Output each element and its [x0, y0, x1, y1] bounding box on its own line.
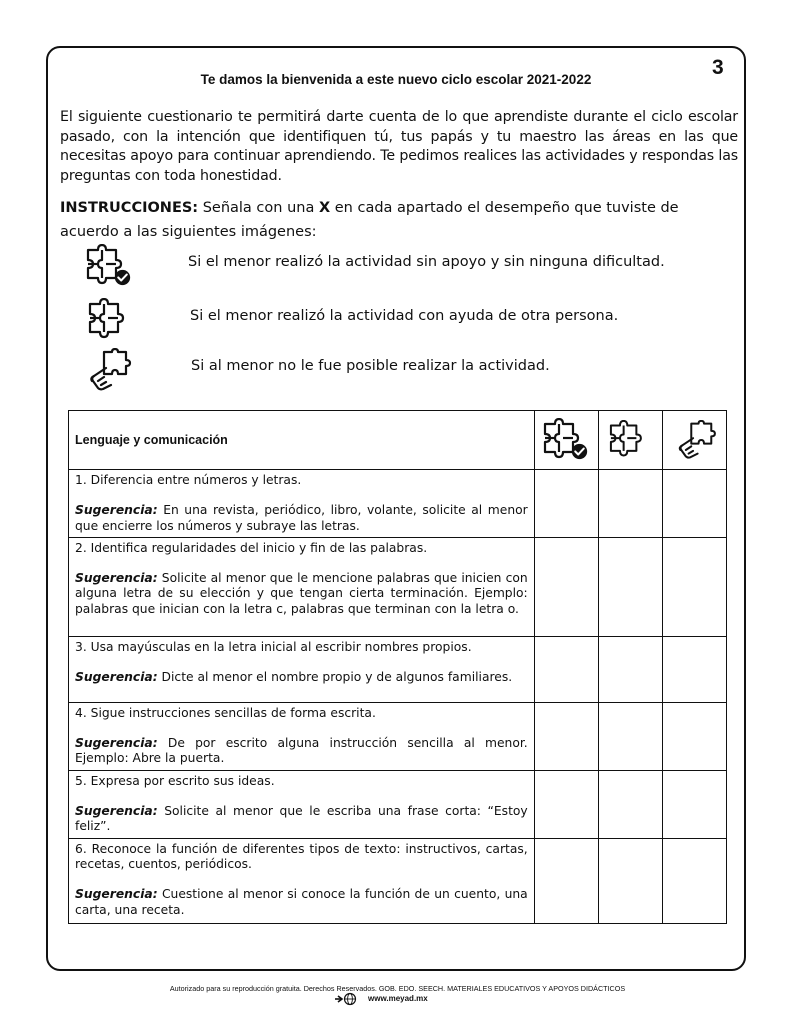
item-cell [69, 537, 535, 636]
instructions-text-before: Señala con una [198, 200, 319, 216]
legend-text: Si el menor realizó la actividad con ayuda de otra persona. [190, 308, 619, 324]
mark-cell-no-help[interactable] [534, 838, 598, 923]
suggestion-text: Dicte al menor el nombre propio y de algunos familiares. [157, 670, 513, 685]
instructions-label: INSTRUCCIONES: [60, 200, 199, 216]
mark-cell-not-possible[interactable] [662, 838, 726, 923]
legend-item-not-possible [84, 348, 724, 392]
legend-item-no-help [84, 244, 724, 288]
suggestion-text: En una revista, periódico, libro, volante, solicite al menor que encierre los números y subraye las letras. [75, 503, 528, 533]
legend-item-with-help [84, 298, 724, 342]
suggestion-text: Solicite al menor que le mencione palabras que inicien con alguna letra de su elección y que tengan cierta terminación. Ejemplo: palabras que inician con la letra c, palabras que terminan con la letra o. [75, 571, 528, 616]
mark-cell-with-help[interactable] [598, 470, 662, 538]
item-text: 3. Usa mayúsculas en la letra inicial al escribir nombres propios. [75, 639, 472, 654]
suggestion-label: Sugerencia: [75, 887, 158, 902]
item-text: 2. Identifica regularidades del inicio y fin de las palabras. [75, 540, 428, 555]
page-title: Te damos la bienvenida a este nuevo ciclo escolar 2021-2022 [200, 72, 592, 87]
table-row [69, 537, 727, 636]
page-number: 3 [712, 56, 724, 79]
instructions [60, 196, 740, 244]
section-title: Lenguaje y comunicación [69, 411, 535, 470]
mark-cell-with-help[interactable] [598, 702, 662, 770]
suggestion-label: Sugerencia: [75, 571, 158, 586]
table-row [69, 470, 727, 538]
item-text: 1. Diferencia entre números y letras. [75, 473, 302, 487]
item-cell [69, 838, 535, 923]
suggestion-label: Sugerencia: [75, 670, 158, 685]
instructions-mark: X [318, 200, 331, 216]
footer-copyright: Autorizado para su reproducción gratuita. Derechos Reservados. GOB. EDO. SEECH. MATERIALES EDUCATIVOS Y APOYOS DIDÁCTICOS [169, 984, 626, 993]
mark-cell-with-help[interactable] [598, 838, 662, 923]
mark-cell-no-help[interactable] [534, 636, 598, 702]
mark-cell-no-help[interactable] [534, 770, 598, 838]
header-no-help [534, 411, 598, 470]
mark-cell-with-help[interactable] [598, 636, 662, 702]
suggestion-text: Solicite al menor que le escriba una frase corta: “Estoy feliz”. [75, 804, 528, 834]
puzzle-check-icon [84, 244, 134, 288]
item-text: 6. Reconoce la función de diferentes tipos de texto: instructivos, cartas, recetas, cuentos, periódicos. [75, 841, 528, 871]
item-text: 5. Expresa por escrito sus ideas. [75, 773, 275, 788]
footer-website-link[interactable]: www.meyad.mx [368, 994, 428, 1003]
item-cell [69, 470, 535, 538]
evaluation-table [68, 410, 727, 924]
hand-puzzle-icon [82, 348, 132, 392]
mark-cell-not-possible[interactable] [662, 770, 726, 838]
mark-cell-no-help[interactable] [534, 537, 598, 636]
table-row [69, 702, 727, 770]
table-row [69, 770, 727, 838]
suggestion-label: Sugerencia: [75, 804, 158, 819]
globe-icon [333, 992, 363, 1006]
item-cell [69, 702, 535, 770]
hand-puzzle-icon [671, 420, 717, 460]
table-header [69, 411, 727, 470]
item-cell [69, 636, 535, 702]
mark-cell-not-possible[interactable] [662, 636, 726, 702]
mark-cell-with-help[interactable] [598, 770, 662, 838]
item-cell [69, 770, 535, 838]
table-row [69, 636, 727, 702]
item-text: 4. Sigue instrucciones sencillas de forma escrita. [75, 705, 376, 720]
header-with-help [598, 411, 662, 470]
puzzle-check-icon [541, 418, 591, 462]
mark-cell-no-help[interactable] [534, 470, 598, 538]
legend-text: Si el menor realizó la actividad sin apoyo y sin ninguna dificultad. [188, 254, 665, 270]
suggestion-label: Sugerencia: [75, 503, 158, 518]
suggestion-text: De por escrito alguna instrucción sencilla al menor. Ejemplo: Abre la puerta. [75, 736, 528, 766]
suggestion-label: Sugerencia: [75, 736, 158, 751]
header-not-possible [662, 411, 726, 470]
puzzle-icon [607, 420, 653, 460]
mark-cell-with-help[interactable] [598, 537, 662, 636]
table-row [69, 838, 727, 923]
mark-cell-not-possible[interactable] [662, 537, 726, 636]
suggestion-text: Cuestione al menor si conoce la función de un cuento, una carta, una receta. [75, 887, 528, 917]
mark-cell-not-possible[interactable] [662, 702, 726, 770]
intro-paragraph: El siguiente cuestionario te permitirá darte cuenta de lo que aprendiste durante el ciclo escolar pasado, con la intención que identifiquen tú, tus papás y tu maestro las áreas en las que necesitas apoyo para continuar aprendiendo. Te pedimos realices las actividades y respondas las preguntas con toda honestidad. [60, 109, 738, 184]
legend-text: Si al menor no le fue posible realizar la actividad. [191, 358, 550, 374]
puzzle-icon [86, 298, 136, 342]
mark-cell-no-help[interactable] [534, 702, 598, 770]
instructions-text-after: en cada apartado el desempeño que tuviste de acuerdo a las siguientes imágenes: [60, 200, 679, 240]
mark-cell-not-possible[interactable] [662, 470, 726, 538]
